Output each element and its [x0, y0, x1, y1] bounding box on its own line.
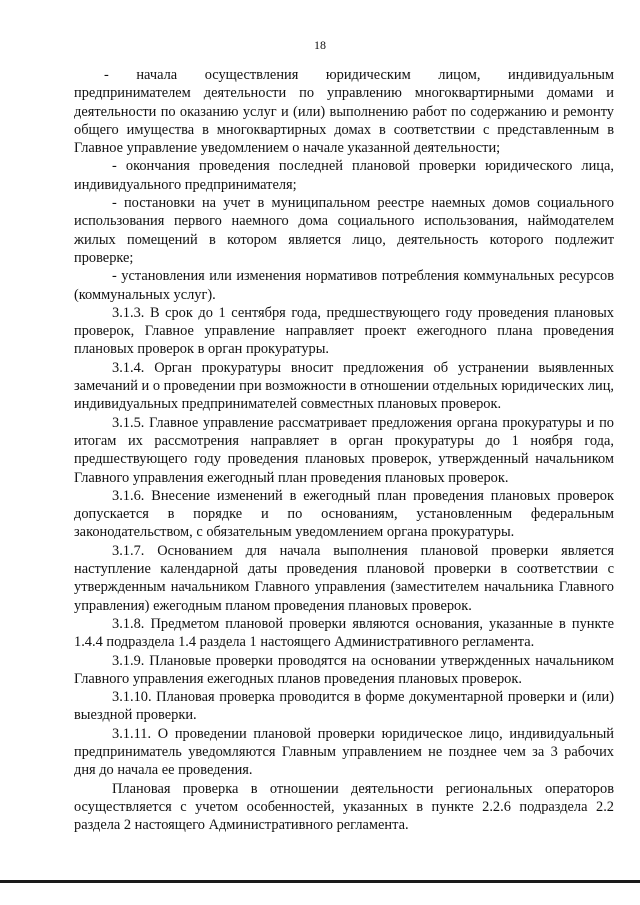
paragraph-3-1-6: 3.1.6. Внесение изменений в ежегодный план проведения плановых проверок допускается в порядке и по основаниям, установленным федеральным законодательством, с обязательным уведомлением органа прокуратуры.	[74, 487, 614, 541]
paragraph-list-item-norms: - установления или изменения нормативов потребления коммунальных ресурсов (коммунальных услуг).	[74, 268, 614, 303]
paragraph-list-item-end-of-last-inspection: - окончания проведения последней плановой проверки юридического лица, индивидуального предпринимателя;	[74, 158, 614, 193]
paragraph-3-1-10: 3.1.10. Плановая проверка проводится в форме документарной проверки и (или) выездной проверки.	[74, 689, 614, 724]
document-body	[74, 66, 614, 834]
bottom-rule	[0, 880, 640, 883]
paragraph-3-1-3: 3.1.3. В срок до 1 сентября года, предшествующего году проведения плановых проверок, Главное управление направляет проект ежегодного плана проведения плановых проверок в орган прокуратуры.	[74, 304, 614, 358]
paragraph-3-1-5: 3.1.5. Главное управление рассматривает предложения органа прокуратуры и по итогам их рассмотрения направляет в орган прокуратуры до 1 ноября года, предшествующего году проведения плановых проверок, утвержденный начальником Главного управления ежегодный план проведения плановых проверок.	[74, 414, 614, 486]
paragraph-3-1-7: 3.1.7. Основанием для начала выполнения плановой проверки является наступление календарной даты проведения плановой проверки в соответствии с утвержденным начальником Главного управления (заместителем начальника Главного управления) ежегодным планом проведения плановых проверок.	[74, 542, 614, 614]
paragraph-3-1-11: 3.1.11. О проведении плановой проверки юридическое лицо, индивидуальный предприниматель уведомляются Главным управлением не позднее чем за 3 рабочих дня до начала ее проведения.	[74, 725, 614, 779]
paragraph-list-item-start-of-activity: - начала осуществления юридическим лицом, индивидуальным предпринимателем деятельности по управлению многоквартирными домами и деятельности по оказанию услуг и (или) выполнению работ по содержанию и ремонту общего имущества в многоквартирных домах в соответствии с представленным в Главное управление уведомлением о начале указанной деятельности;	[74, 67, 614, 157]
paragraph-3-1-4: 3.1.4. Орган прокуратуры вносит предложения об устранении выявленных замечаний и о проведении при возможности в отношении отдельных юридических лиц, индивидуальных предпринимателей совместных плановых проверок.	[74, 359, 614, 413]
paragraph-regional-operators: Плановая проверка в отношении деятельности региональных операторов осуществляется с учетом особенностей, указанных в пункте 2.2.6 подраздела 2.2 раздела 2 настоящего Административного регламента.	[74, 780, 614, 834]
paragraph-3-1-8: 3.1.8. Предметом плановой проверки являются основания, указанные в пункте 1.4.4 подраздела 1.4 раздела 1 настоящего Административного регламента.	[74, 615, 614, 651]
paragraph-3-1-9: 3.1.9. Плановые проверки проводятся на основании утвержденных начальником Главного управления ежегодных планов проведения плановых проверок.	[74, 652, 614, 687]
paragraph-list-item-registration: - постановки на учет в муниципальном реестре наемных домов социального использования первого наемного дома социального использования, наймодателем жилых помещений в котором является лицо, деятельность которого подлежит проверке;	[74, 195, 614, 266]
page-number: 18	[314, 38, 326, 52]
